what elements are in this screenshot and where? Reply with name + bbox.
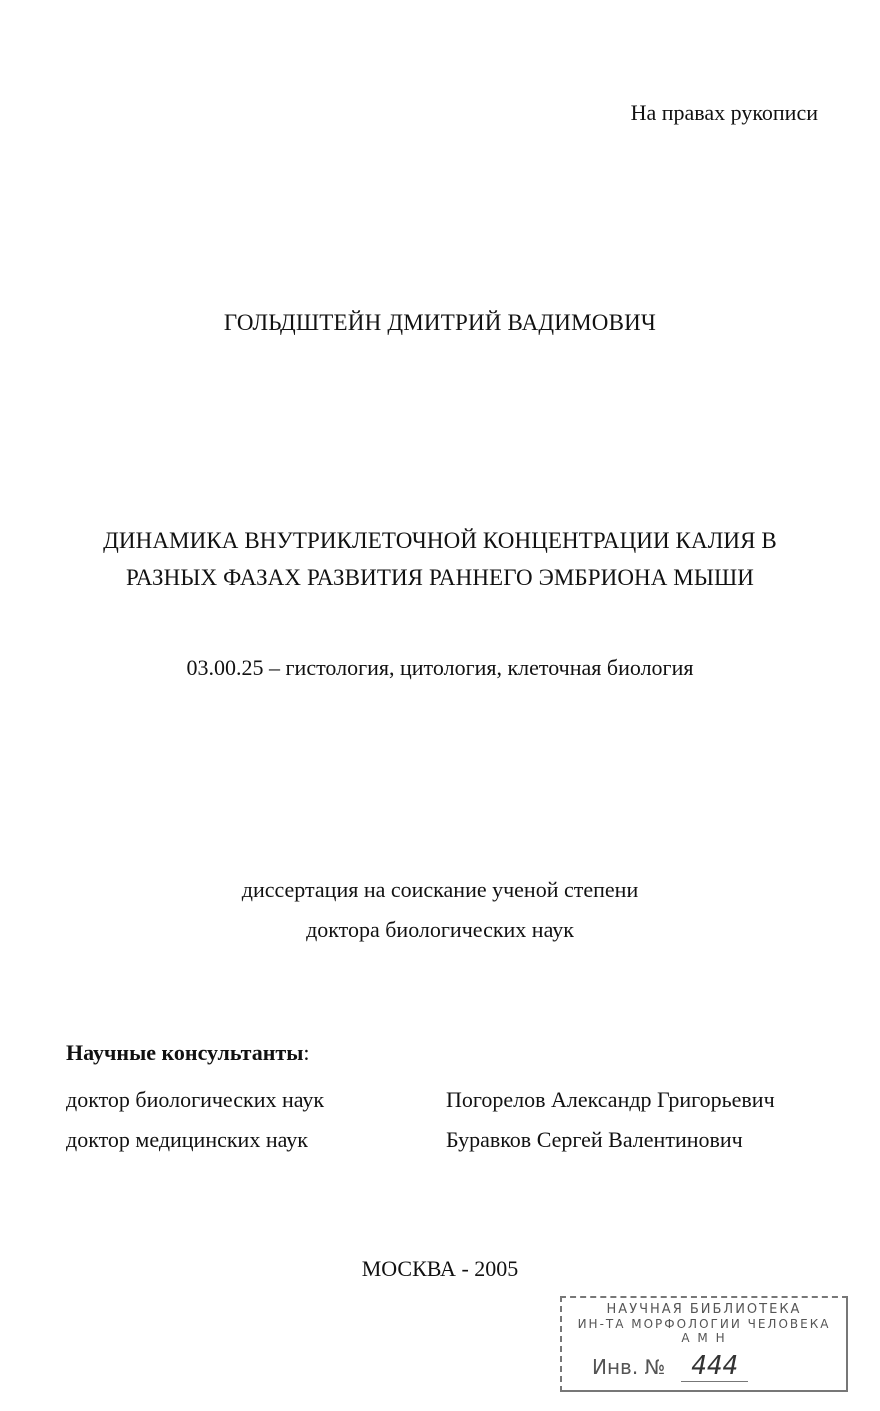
library-stamp: [560, 1296, 848, 1392]
stamp-inventory: [562, 1351, 846, 1382]
stamp-inv-number: 444: [681, 1351, 748, 1382]
title-line-2: РАЗНЫХ ФАЗАХ РАЗВИТИЯ РАННЕГО ЭМБРИОНА МЫШИ: [125, 565, 755, 590]
consultants-heading: [66, 1040, 846, 1080]
degree-statement: [0, 870, 880, 950]
consultants-block: [66, 1040, 846, 1160]
consultant-name: Погорелов Александр Григорьевич: [446, 1087, 775, 1112]
consultant-degree: доктор медицинских наук: [66, 1127, 308, 1152]
title-line-1: ДИНАМИКА ВНУТРИКЛЕТОЧНОЙ КОНЦЕНТРАЦИИ КАЛИЯ В: [103, 528, 777, 553]
consultant-row: [66, 1120, 846, 1160]
dissertation-title: [0, 522, 880, 596]
stamp-line-1: НАУЧНАЯ БИБЛИОТЕКА: [606, 1302, 802, 1317]
degree-line-2: доктора биологических наук: [306, 917, 574, 942]
city-year: МОСКВА - 2005: [361, 1256, 519, 1281]
degree-line-1: диссертация на соискание ученой степени: [241, 877, 639, 902]
stamp-line-2: ИН-ТА МОРФОЛОГИИ ЧЕЛОВЕКА: [577, 1317, 831, 1331]
stamp-line-3: А М Н: [681, 1331, 727, 1345]
consultants-heading-colon: :: [303, 1040, 310, 1065]
specialty-code: 03.00.25 – гистология, цитология, клеточная биология: [186, 655, 694, 680]
consultants-heading-text: Научные консультанты: [66, 1040, 304, 1065]
author-name: ГОЛЬДШТЕЙН ДМИТРИЙ ВАДИМОВИЧ: [223, 310, 657, 335]
consultant-name: Буравков Сергей Валентинович: [446, 1127, 743, 1152]
consultant-degree: доктор биологических наук: [66, 1087, 325, 1112]
rights-note: На правах рукописи: [630, 100, 818, 125]
consultant-row: [66, 1080, 846, 1120]
stamp-inv-label: Инв. №: [592, 1355, 666, 1379]
